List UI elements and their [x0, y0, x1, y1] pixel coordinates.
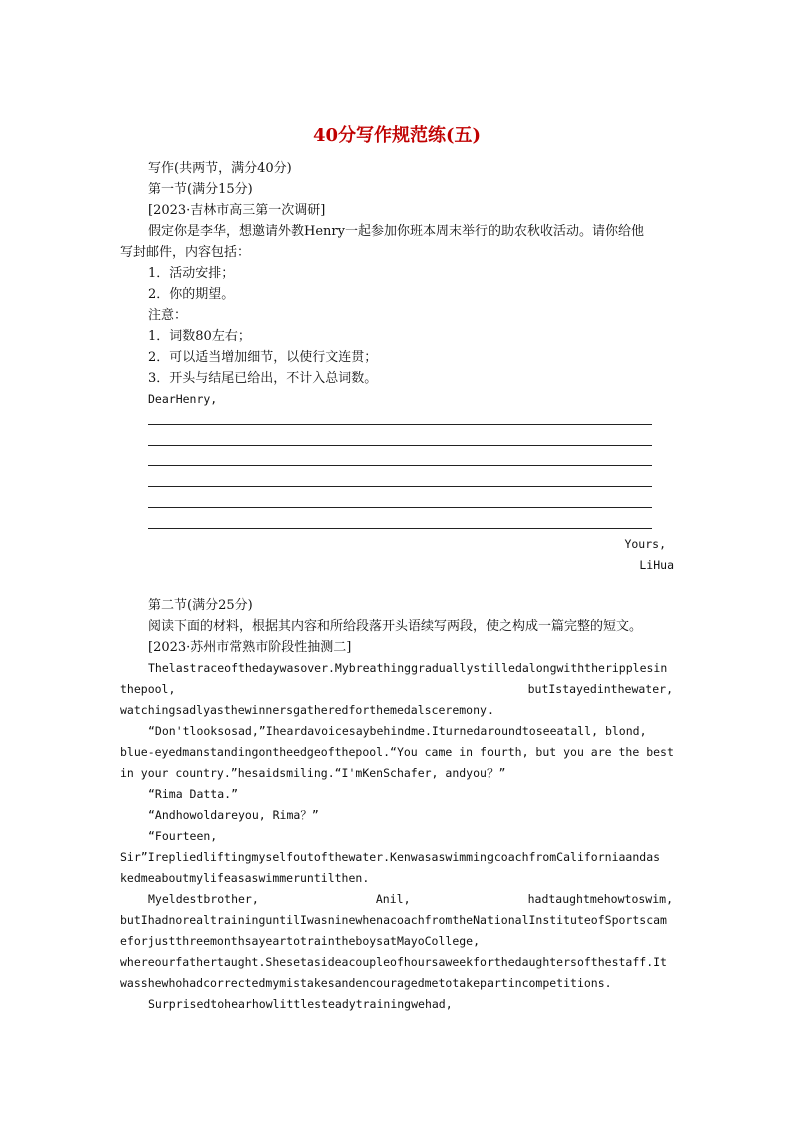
passage-line: watchingsadlyasthewinnersgatheredforthemedalsceremony. [120, 703, 494, 717]
note-2: 2．可以适当增加细节，以使行文连贯； [148, 350, 378, 365]
writing-line[interactable] [148, 424, 652, 425]
writing-line[interactable] [148, 507, 652, 508]
letter-signature: LiHua [639, 558, 674, 572]
content-point-2: 2．你的期望。 [148, 287, 235, 302]
passage-line: Surprisedtohearhowlittlesteadytrainingwehad, [148, 997, 453, 1011]
passage-line: “Andhowoldareyou, Rima？” [148, 808, 319, 822]
passage-line: wasshewhohadcorrectedmymistakesandencouragedmetotakepartincompetitions. [120, 976, 612, 990]
writing-line[interactable] [148, 445, 652, 446]
note-label: 注意： [148, 308, 188, 323]
passage-line: “Fourteen, [148, 829, 218, 843]
passage-line: blue-eyedmanstandingontheedgeofthepool.“You came in fourth, but you are the best [120, 745, 674, 759]
passage-segment: hadtaughtmehowtoswim, [527, 892, 673, 906]
passage-segment: butIstayedinthewater, [527, 682, 673, 696]
passage-line: “Don'tlooksosad,”Iheardavoicesaybehindme.Iturnedaroundtoseeatall, blond, [148, 724, 647, 738]
passage-line: “Rima Datta.” [148, 787, 239, 801]
passage-line [148, 889, 673, 910]
passage-line: Thelastraceofthedaywasover.Mybreathinggraduallystilledalongwiththeripplesin [148, 661, 668, 675]
writing-line[interactable] [148, 528, 652, 529]
letter-closing: Yours, [624, 537, 666, 551]
passage-segment: Anil, [375, 892, 411, 906]
part2-instruction: 阅读下面的材料，根据其内容和所给段落开头语续写两段，使之构成一篇完整的短文。 [148, 619, 643, 634]
note-1: 1．词数80左右； [148, 329, 251, 344]
passage-line: Sir”Irepliedliftingmyselfoutofthewater.KenwasaswimmingcoachfromCaliforniaandas [120, 850, 661, 864]
passage-segment: Myeldestbrother, [148, 892, 259, 906]
part1-prompt: 假定你是李华，想邀请外教Henry一起参加你班本周末举行的助农秋收活动。请你给他 [148, 224, 644, 239]
passage-line: whereourfathertaught.Shesetasideacoupleofhoursaweekforthedaughtersofthestaff.It [120, 955, 667, 969]
part2-heading: 第二节(满分25分) [148, 598, 253, 613]
passage-line [120, 679, 673, 700]
part1-source: [2023·吉林市高三第一次调研] [148, 203, 326, 218]
part1-heading: 第一节(满分15分) [148, 182, 253, 197]
letter-greeting: DearHenry, [148, 392, 218, 406]
passage-line: butIhadnorealtraininguntilIwasninewhenacoachfromtheNationalInstituteofSportscam [120, 913, 667, 927]
note-3: 3．开头与结尾已给出，不计入总词数。 [148, 371, 378, 386]
part1-prompt-cont: 写封邮件，内容包括： [120, 245, 251, 260]
writing-line[interactable] [148, 486, 652, 487]
passage-line: eforjustthreemonthsayeartotraintheboysatMayoCollege, [120, 934, 481, 948]
passage-segment: thepool, [120, 682, 176, 696]
part2-source: [2023·苏州市常熟市阶段性抽测二] [148, 640, 352, 655]
section-header: 写作(共两节，满分40分) [148, 161, 292, 176]
page-title: 40分写作规范练(五) [312, 125, 482, 146]
content-point-1: 1．活动安排； [148, 266, 235, 281]
passage-line: in your country.”hesaidsmiling.“I'mKenSchafer, andyou？” [120, 766, 506, 780]
writing-line[interactable] [148, 465, 652, 466]
passage-line: kedmeaboutmylifeasaswimmeruntilthen. [120, 871, 370, 885]
